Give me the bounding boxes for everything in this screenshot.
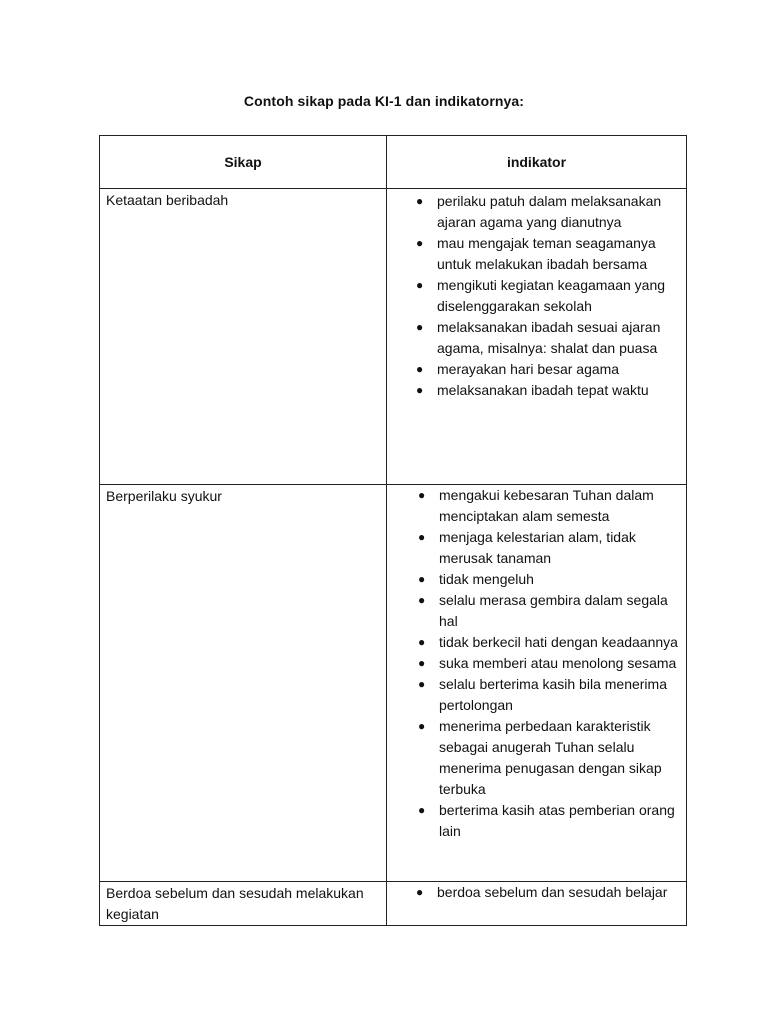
header-indikator: indikator [387, 136, 687, 189]
table-row [100, 882, 687, 926]
indikator-cell [387, 485, 687, 882]
indikator-text: tidak berkecil hati dengan keadaannya [439, 634, 678, 650]
indikator-item [416, 275, 678, 317]
indikator-text: selalu merasa gembira dalam segala hal [439, 592, 668, 629]
indikator-text: merayakan hari besar agama [437, 361, 620, 377]
sikap-indikator-table [99, 135, 687, 926]
bullet-icon: ● [416, 885, 424, 899]
indikator-text: menjaga kelestarian alam, tidak merusak tanaman [439, 529, 636, 566]
indikator-text: tidak mengeluh [439, 571, 534, 587]
bullet-icon: ● [418, 572, 426, 586]
bullet-icon: ● [416, 236, 424, 250]
indikator-item [416, 359, 678, 380]
indikator-item [418, 485, 678, 527]
indikator-item [418, 590, 678, 632]
bullet-icon: ● [418, 656, 426, 670]
bullet-icon: ● [416, 194, 424, 208]
indikator-cell [387, 882, 687, 926]
bullet-icon: ● [418, 635, 426, 649]
bullet-icon: ● [418, 593, 426, 607]
table-row [100, 485, 687, 882]
bullet-icon: ● [418, 803, 426, 817]
indikator-item [418, 569, 678, 590]
indikator-item [416, 191, 678, 233]
indikator-item [416, 380, 678, 401]
sikap-cell: Berperilaku syukur [100, 485, 387, 882]
table-header-row [100, 136, 687, 189]
indikator-item [418, 716, 678, 800]
bullet-icon: ● [418, 530, 426, 544]
indikator-item [418, 674, 678, 716]
indikator-text: mengikuti kegiatan keagamaan yang diselenggarakan sekolah [437, 277, 666, 314]
sikap-cell: Ketaatan beribadah [100, 189, 387, 485]
indikator-list [387, 485, 678, 842]
indikator-item [418, 632, 678, 653]
indikator-text: perilaku patuh dalam melaksanakan ajaran agama yang dianutnya [437, 193, 662, 230]
bullet-icon: ● [416, 383, 424, 397]
indikator-item [416, 233, 678, 275]
bullet-icon: ● [416, 278, 424, 292]
sikap-cell: Berdoa sebelum dan sesudah melakukan kegiatan [100, 882, 387, 926]
indikator-item [416, 882, 678, 903]
indikator-text: selalu berterima kasih bila menerima pertolongan [439, 676, 667, 713]
indikator-text: menerima perbedaan karakteristik sebagai anugerah Tuhan selalu menerima penugasan dengan sikap terbuka [439, 718, 662, 797]
indikator-text: berterima kasih atas pemberian orang lain [439, 802, 675, 839]
indikator-text: mau mengajak teman seagamanya untuk melakukan ibadah bersama [437, 235, 656, 272]
indikator-item [418, 527, 678, 569]
indikator-text: suka memberi atau menolong sesama [439, 655, 677, 671]
indikator-text: melaksanakan ibadah sesuai ajaran agama, misalnya: shalat dan puasa [437, 319, 661, 356]
indikator-item [418, 800, 678, 842]
bullet-icon: ● [416, 362, 424, 376]
indikator-item [416, 317, 678, 359]
bullet-icon: ● [416, 320, 424, 334]
document-title: Contoh sikap pada KI-1 dan indikatornya: [243, 93, 525, 109]
bullet-icon: ● [418, 677, 426, 691]
bullet-icon: ● [418, 488, 426, 502]
table-row [100, 189, 687, 485]
bullet-icon: ● [418, 719, 426, 733]
indikator-list [387, 882, 678, 903]
indikator-text: mengakui kebesaran Tuhan dalam menciptakan alam semesta [439, 487, 654, 524]
indikator-text: melaksanakan ibadah tepat waktu [437, 382, 649, 398]
indikator-item [418, 653, 678, 674]
header-sikap: Sikap [100, 136, 387, 189]
indikator-cell [387, 189, 687, 485]
indikator-text: berdoa sebelum dan sesudah belajar [437, 884, 668, 900]
indikator-list [387, 191, 678, 401]
